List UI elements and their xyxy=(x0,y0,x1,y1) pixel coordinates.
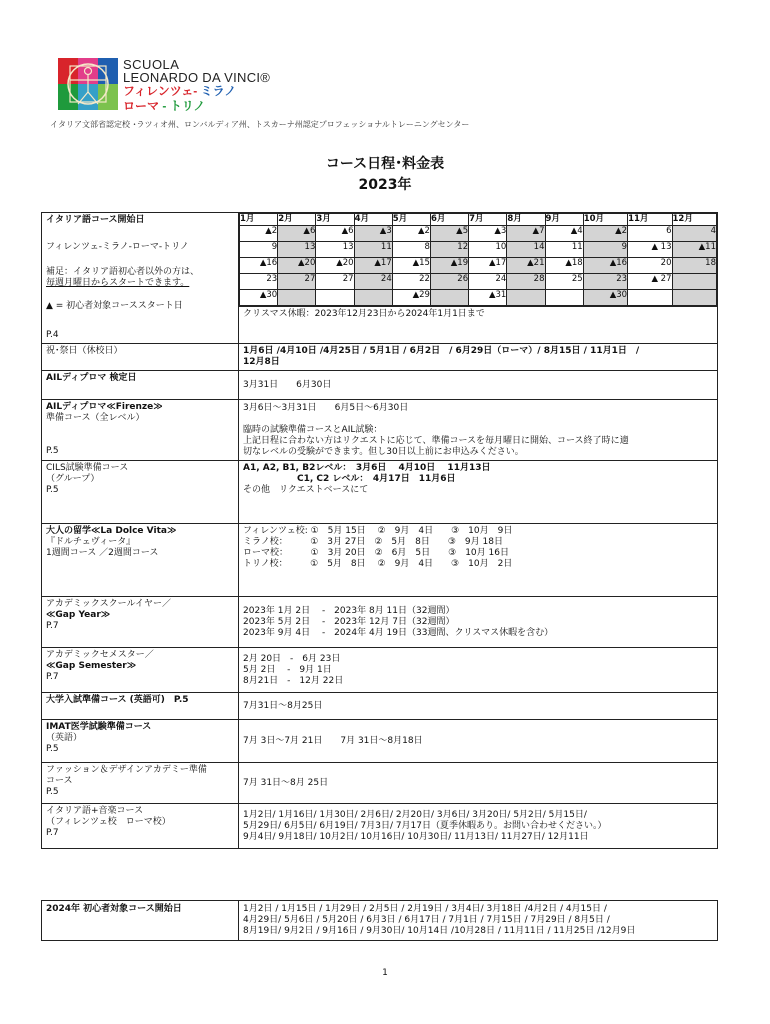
beginner-2024-row xyxy=(42,901,718,941)
calendar-date-cell: ▲5 xyxy=(430,226,468,242)
schedule-row xyxy=(42,693,718,720)
calendar-date-cell: 4 xyxy=(672,226,717,242)
row-value-line: ミラノ校： ① 3月 27日 ② 5月 8日 ③ 9月 18日 xyxy=(243,537,503,547)
row-label-line: ≪Gap Year≫ xyxy=(46,610,111,620)
calendar-left-cell xyxy=(42,213,239,344)
schedule-row xyxy=(42,461,718,524)
schedule-row xyxy=(42,720,718,763)
schedule-row xyxy=(42,804,718,849)
row-label-line: P.7 xyxy=(46,621,59,631)
calendar-date-cell: ▲ 13 xyxy=(628,242,672,258)
calendar-date-cell xyxy=(430,290,468,306)
row-label-line: P.5 xyxy=(46,787,59,797)
month-header: 5月 xyxy=(392,214,430,226)
calendar-date-cell: ▲17 xyxy=(354,258,392,274)
month-header: 6月 xyxy=(430,214,468,226)
calendar-grid-cell xyxy=(239,213,718,344)
calendar-date-cell: 9 xyxy=(583,242,627,258)
row-value-line: 7月 31日～8月 25日 xyxy=(243,777,329,788)
calendar-grid xyxy=(239,213,717,306)
schedule-row xyxy=(42,763,718,804)
row-value-line: 3月31日 6月30日 xyxy=(243,379,332,390)
calendar-date-cell: 28 xyxy=(507,274,545,290)
calendar-date-cell: ▲19 xyxy=(430,258,468,274)
schedule-row-value xyxy=(239,693,718,720)
month-header: 11月 xyxy=(628,214,672,226)
page-number: 1 xyxy=(382,968,388,978)
calendar-month-header xyxy=(240,214,717,226)
calendar-date-cell: ▲7 xyxy=(507,226,545,242)
schedule-row-value xyxy=(239,400,718,461)
row-value-line: C1, C2 レベル： 4月17日 11月6日 xyxy=(243,474,456,484)
calendar-date-cell: 27 xyxy=(316,274,354,290)
row-label-line: （フィレンツェ校 ローマ校） xyxy=(46,817,171,827)
calendar-date-cell: 23 xyxy=(583,274,627,290)
schedule-row xyxy=(42,597,718,648)
row-value-line: 2023年 1月 2日 - 2023年 8月 11日（32週間） xyxy=(243,605,455,616)
schedule-row xyxy=(42,344,718,371)
calendar-date-cell: 27 xyxy=(278,274,316,290)
row-label-line: （英語） xyxy=(46,733,83,743)
school-name-block xyxy=(123,58,270,113)
schedule-row-label xyxy=(42,804,239,849)
row-value-line: 12月8日 xyxy=(243,357,280,367)
month-header: 2月 xyxy=(278,214,316,226)
schedule-row-value xyxy=(239,597,718,648)
schedule-row-label xyxy=(42,371,239,400)
row-label-line: CILS試験準備コース xyxy=(46,463,129,473)
row-value-line: 2023年 5月 2日 - 2023年 12月 7日（32週間） xyxy=(243,616,455,627)
row-value-line: 上記日程に合わない方はリクエストに応じて、準備コースを毎月曜日に開始、コース終了時に適 xyxy=(243,435,629,446)
calendar-date-cell: 23 xyxy=(240,274,278,290)
calendar-date-cell xyxy=(672,274,717,290)
calendar-date-cell: ▲31 xyxy=(469,290,507,306)
month-header: 12月 xyxy=(672,214,717,226)
calendar-date-cell: 25 xyxy=(545,274,583,290)
schedule-row-label xyxy=(42,720,239,763)
calendar-date-cell: 24 xyxy=(469,274,507,290)
calendar-date-cell: 14 xyxy=(507,242,545,258)
city-milano: ミラノ xyxy=(200,84,237,98)
month-header: 1月 xyxy=(240,214,278,226)
calendar-date-cell: 11 xyxy=(354,242,392,258)
org-accreditation: イタリア文部省認定校 ･ラツィオ州、ロンバルディア州、トスカーナ州認定プロフェッショナルトレーニングセンター xyxy=(50,120,470,129)
calendar-legend: ▲ = 初心者対象コーススタート日 xyxy=(46,301,183,311)
row-value-line: 7月31日～8月25日 xyxy=(243,700,323,711)
schedule-row-value xyxy=(239,720,718,763)
row-label-line: （グループ） xyxy=(46,474,100,484)
school-name-line1: SCUOLA xyxy=(123,57,180,72)
city-torino: - トリノ xyxy=(162,99,206,113)
schedule-row-label xyxy=(42,461,239,524)
calendar-date-cell: ▲6 xyxy=(316,226,354,242)
calendar-date-cell: ▲17 xyxy=(469,258,507,274)
beginner-2024-line: 8月19日/ 9月2日 / 9月16日 / 9月30日/ 10月14日 /10月28日 / 11月11日 / 11月25日 /12月9日 xyxy=(243,926,636,936)
calendar-date-cell xyxy=(316,290,354,306)
calendar-date-cell: 22 xyxy=(392,274,430,290)
calendar-date-cell xyxy=(672,290,717,306)
page-title: コース日程･料金表 xyxy=(325,156,445,172)
calendar-date-cell: ▲15 xyxy=(392,258,430,274)
month-header: 10月 xyxy=(583,214,627,226)
row-value-line: 切なレベルの受験ができます。但し30日以上前にお申込みください。 xyxy=(243,446,524,457)
calendar-week-row xyxy=(240,226,717,242)
calendar-date-cell: ▲20 xyxy=(316,258,354,274)
row-value-line: 9月4日/ 9月18日/ 10月2日/ 10月16日/ 10月30日/ 11月13日/ 11月27日/ 12月11日 xyxy=(243,831,589,842)
row-label-line: P.7 xyxy=(46,828,59,838)
calendar-date-cell: 20 xyxy=(628,258,672,274)
schedule-row-value xyxy=(239,344,718,371)
row-label-line: 大人の留学≪La Dolce Vita≫ xyxy=(46,526,177,536)
row-label-line xyxy=(46,435,234,446)
calendar-date-cell: 10 xyxy=(469,242,507,258)
calendar-date-cell: ▲20 xyxy=(278,258,316,274)
calendar-week-row xyxy=(240,290,717,306)
calendar-week-row xyxy=(240,242,717,258)
row-label-line: AILディプロマ 検定日 xyxy=(46,373,137,383)
row-label-line xyxy=(46,424,234,435)
row-value-line: 3月6日～3月31日 6月5日～6月30日 xyxy=(243,402,409,413)
beginner-2024-label: 2024年 初心者対象コース開始日 xyxy=(42,901,239,941)
calendar-date-cell: 9 xyxy=(240,242,278,258)
row-label-line: 準備コース（全レベル） xyxy=(46,413,145,423)
school-logo xyxy=(58,58,118,110)
row-value-line: 臨時の試験準備コースとAIL試験： xyxy=(243,424,383,435)
calendar-date-cell xyxy=(278,290,316,306)
schedule-row xyxy=(42,371,718,400)
city-firenze: フィレンツェ- xyxy=(123,84,198,98)
calendar-date-cell xyxy=(507,290,545,306)
row-label-line: AILディプロマ≪Firenze≫ xyxy=(46,402,163,412)
schedule-row-label xyxy=(42,693,239,720)
row-label-line: イタリア語+音楽コース xyxy=(46,806,144,816)
row-value-line xyxy=(243,414,713,425)
calendar-date-cell: ▲4 xyxy=(545,226,583,242)
row-value-line: 2023年 9月 4日 - 2024年 4月 19日（33週間、クリスマス休暇を含む） xyxy=(243,627,554,638)
month-header: 3月 xyxy=(316,214,354,226)
row-label-line: ファッション＆デザインアカデミー準備 xyxy=(46,765,207,775)
schedule-row-value xyxy=(239,371,718,400)
calendar-date-cell: 6 xyxy=(628,226,672,242)
row-label-line: コース xyxy=(46,776,73,786)
schedule-row xyxy=(42,648,718,693)
calendar-note1: 補足：イタリア語初心者以外の方は、 xyxy=(46,267,200,277)
calendar-date-cell: 18 xyxy=(672,258,717,274)
calendar-date-cell: 12 xyxy=(430,242,468,258)
calendar-date-cell: ▲16 xyxy=(583,258,627,274)
row-label-line: 『ドルチェヴィータ』 xyxy=(46,537,136,547)
calendar-date-cell: ▲18 xyxy=(545,258,583,274)
beginner-2024-dates xyxy=(239,901,718,941)
schedule-row xyxy=(42,524,718,597)
row-label-line: 1週間コース ／2週間コース xyxy=(46,548,159,558)
calendar-note2: 毎週月曜日からスタートできます。 xyxy=(46,278,190,288)
month-header: 7月 xyxy=(469,214,507,226)
row-value-line: 5月 2日 - 9月 1日 xyxy=(243,664,332,675)
page-year: 2023年 xyxy=(358,177,412,193)
calendar-date-cell: ▲29 xyxy=(392,290,430,306)
row-label-line: アカデミックセメスター／ xyxy=(46,650,154,660)
month-header: 9月 xyxy=(545,214,583,226)
schedule-row-value xyxy=(239,648,718,693)
schedule-row-label xyxy=(42,763,239,804)
schedule-table xyxy=(41,212,718,849)
schedule-row-label xyxy=(42,344,239,371)
city-roma: ローマ xyxy=(123,99,160,113)
calendar-date-cell: 24 xyxy=(354,274,392,290)
calendar-date-cell: 13 xyxy=(278,242,316,258)
schedule-row-label xyxy=(42,524,239,597)
schedule-row xyxy=(42,400,718,461)
calendar-row xyxy=(42,213,718,344)
month-header: 8月 xyxy=(507,214,545,226)
cities-line1 xyxy=(123,84,270,99)
schedule-row-label xyxy=(42,648,239,693)
calendar-date-cell: ▲2 xyxy=(583,226,627,242)
schedule-row-value xyxy=(239,524,718,597)
calendar-date-cell: ▲2 xyxy=(240,226,278,242)
row-label-line: P.7 xyxy=(46,672,59,682)
schedule-row-value xyxy=(239,763,718,804)
schedule-row-label xyxy=(42,400,239,461)
calendar-date-cell: ▲2 xyxy=(392,226,430,242)
calendar-date-cell: ▲3 xyxy=(469,226,507,242)
cities-line2 xyxy=(123,99,270,113)
calendar-date-cell: ▲3 xyxy=(354,226,392,242)
row-value-line: A1, A2, B1, B2レベル： 3月6日 4月10日 11月13日 xyxy=(243,463,491,473)
row-label-line: P.5 xyxy=(46,744,59,754)
row-value-line: ローマ校： ① 3月 20日 ② 6月 5日 ③ 10月 16日 xyxy=(243,548,509,558)
calendar-date-cell xyxy=(354,290,392,306)
schedule-row-label xyxy=(42,597,239,648)
row-label-line: IMAT医学試験準備コース xyxy=(46,722,152,732)
row-label-line: P.5 xyxy=(46,446,59,456)
month-header: 4月 xyxy=(354,214,392,226)
row-value-line: 7月 3日～7月 21日 7月 31日～8月18日 xyxy=(243,735,423,746)
calendar-date-cell xyxy=(628,290,672,306)
row-value-line: 1月2日/ 1月16日/ 1月30日/ 2月6日/ 2月20日/ 3月6日/ 3月20日/ 5月2日/ 5月15日/ xyxy=(243,809,587,820)
schedule-row-value xyxy=(239,461,718,524)
row-value-line: その他 リクエストベースにて xyxy=(243,485,369,495)
calendar-week-row xyxy=(240,258,717,274)
row-label-line: P.5 xyxy=(46,485,59,495)
row-label-line: 大学入試準備コース (英語可) P.5 xyxy=(46,695,189,705)
calendar-date-cell: ▲16 xyxy=(240,258,278,274)
calendar-date-cell: 11 xyxy=(545,242,583,258)
calendar-date-cell: ▲30 xyxy=(583,290,627,306)
beginner-2024-line: 1月2日 / 1月15日 / 1月29日 / 2月5日 / 2月19日 / 3月4日/ 3月18日 /4月2日 / 4月15日 / xyxy=(243,904,607,914)
school-name-line2: LEONARDO DA VINCI® xyxy=(123,70,271,85)
calendar-heading: イタリア語コース開始日 xyxy=(46,215,145,225)
calendar-week-row xyxy=(240,274,717,290)
christmas-note: クリスマス休暇：2023年12月23日から2024年1月1日まで xyxy=(239,306,717,322)
row-value-line: 8月21日 - 12月 22日 xyxy=(243,675,344,686)
calendar-date-cell xyxy=(545,290,583,306)
beginner-2024-line: 4月29日/ 5月6日 / 5月20日 / 6月3日 / 6月17日 / 7月1日 / 7月15日 / 7月29日 / 8月5日 / xyxy=(243,915,610,925)
row-label-line: 祝･祭日（休校日） xyxy=(46,346,123,356)
beginner-2024-table xyxy=(41,900,718,941)
calendar-page-ref: P.4 xyxy=(46,330,59,340)
row-label-line: ≪Gap Semester≫ xyxy=(46,661,137,671)
schedule-row-value xyxy=(239,804,718,849)
row-value-line: 2月 20日 - 6月 23日 xyxy=(243,653,341,664)
calendar-date-cell: 13 xyxy=(316,242,354,258)
calendar-date-cell: ▲6 xyxy=(278,226,316,242)
row-value-line: 5月29日/ 6月5日/ 6月19日/ 7月3日/ 7月17日（夏季休暇あり。お問い合わせください。） xyxy=(243,820,607,831)
calendar-date-cell: ▲21 xyxy=(507,258,545,274)
row-value-line: トリノ校： ① 5月 8日 ② 9月 4日 ③ 10月 2日 xyxy=(243,559,513,569)
calendar-date-cell: 26 xyxy=(430,274,468,290)
calendar-date-cell: ▲ 27 xyxy=(628,274,672,290)
row-value-line: 1月6日 /4月10日 /4月25日 / 5月1日 / 6月2日 / 6月29日（ローマ）/ 8月15日 / 11月1日 / xyxy=(243,346,640,356)
row-value-line: フィレンツェ校: ① 5月 15日 ② 9月 4日 ③ 10月 9日 xyxy=(243,526,513,536)
row-label-line: アカデミックスクールイヤー／ xyxy=(46,599,172,609)
calendar-date-cell: ▲11 xyxy=(672,242,717,258)
calendar-date-cell: ▲30 xyxy=(240,290,278,306)
calendar-cities: フィレンツェ-ミラノ-ローマ-トリノ xyxy=(46,242,189,252)
calendar-date-cell: 8 xyxy=(392,242,430,258)
